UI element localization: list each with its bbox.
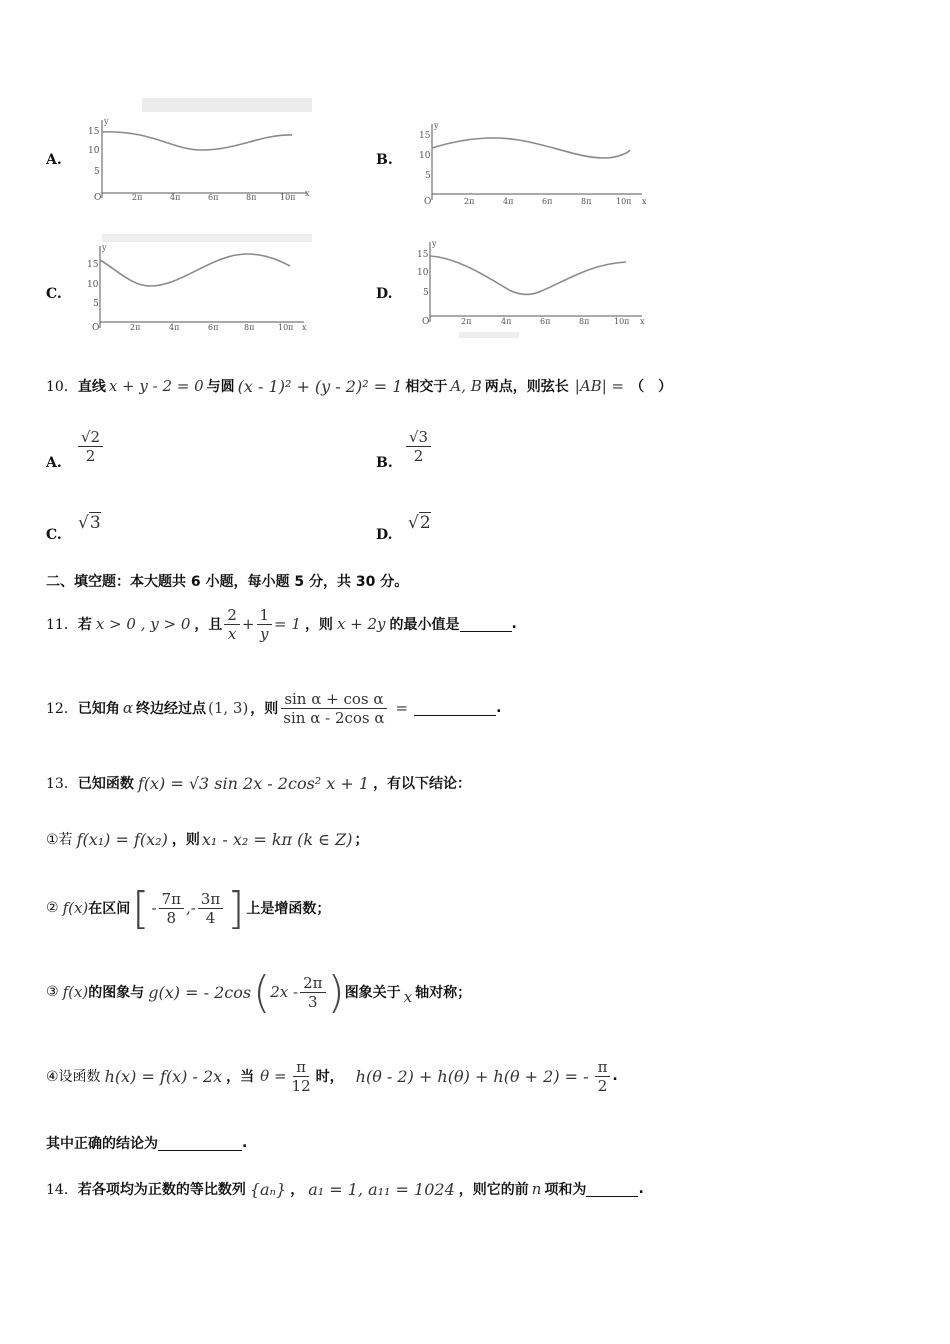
equals: =	[395, 699, 409, 717]
y-tick-label: 15	[87, 260, 99, 270]
x-tick-label: 10π	[280, 193, 296, 202]
q13-conclusion-3	[46, 964, 471, 1020]
math-expression: n	[531, 1180, 542, 1198]
right-bracket: ]	[227, 882, 245, 934]
answer-blank[interactable]	[414, 701, 496, 716]
curve	[102, 132, 292, 150]
q11-stem	[46, 596, 517, 652]
period: .	[511, 616, 517, 632]
q13-text: 在区间	[88, 901, 131, 917]
q12-text: ，则	[250, 701, 279, 717]
q10-option-a-value	[76, 428, 105, 465]
q10-chord: |AB| =	[574, 377, 625, 395]
x-tick-label: 2π	[461, 317, 472, 326]
q10-option-c-label: C.	[46, 527, 62, 543]
math-expression: f(x)	[62, 983, 89, 1001]
q14-text: ，	[290, 1182, 305, 1198]
q13-text: ，则	[171, 832, 200, 848]
q9-option-b-label: B.	[376, 152, 393, 168]
q10-text: 与圆	[206, 379, 235, 395]
q9-graph-c	[72, 234, 312, 334]
q13-number: 13．	[46, 776, 78, 792]
y-tick-label: 10	[419, 151, 431, 161]
y-tick-label: 15	[88, 127, 100, 137]
fraction	[198, 890, 223, 927]
q11-text: 若	[77, 617, 92, 633]
q13-function: f(x) = √3 sin 2x - 2cos² x + 1	[137, 773, 370, 793]
x-tick-label: 2π	[132, 193, 143, 202]
fraction-denominator: 12	[291, 1076, 311, 1095]
curve	[100, 254, 290, 286]
q14-stem	[46, 1172, 644, 1206]
q13-conclusion-prompt	[46, 1133, 247, 1153]
fraction	[159, 890, 184, 927]
x-tick-label: 4π	[169, 323, 180, 332]
fraction-numerator: √2	[78, 428, 103, 447]
alpha: α	[122, 699, 133, 717]
x-tick-label: 6π	[208, 193, 219, 202]
fraction-denominator: x	[227, 624, 237, 643]
q10-stem	[46, 376, 672, 396]
x-tick-label: 2π	[130, 323, 141, 332]
fraction	[257, 606, 273, 643]
q12-stem	[46, 678, 501, 738]
q13-text: 上是增函数；	[246, 901, 331, 917]
q9-option-d-label: D.	[376, 286, 393, 302]
x-tick-label: 4π	[503, 197, 514, 206]
x-tick-label: 8π	[581, 197, 592, 206]
fraction-denominator: 2	[413, 447, 424, 465]
q9-option-a-label: A.	[46, 152, 62, 168]
minus-sign: -	[151, 899, 157, 917]
equals: = 1	[274, 615, 301, 633]
fraction-numerator: π	[595, 1058, 611, 1077]
q14-text: 若各项均为正数的等比数列	[77, 1182, 246, 1198]
fraction-numerator: 1	[257, 606, 273, 625]
math-expression: f(x)	[62, 899, 89, 917]
fraction-denominator: 2	[597, 1076, 608, 1095]
answer-blank[interactable]	[158, 1136, 242, 1151]
q10-option-a-label: A.	[46, 455, 62, 471]
fraction	[224, 606, 240, 643]
x-tick-label: O	[94, 193, 102, 203]
y-axis-label: y	[102, 243, 107, 252]
x-tick-label: 6π	[208, 323, 219, 332]
math-expression: f(x₁) = f(x₂)	[76, 829, 168, 849]
q10-number: 10．	[46, 379, 78, 395]
q13-text: 图象关于	[344, 985, 401, 1001]
scan-noise	[102, 234, 312, 242]
q13-text: ；	[354, 832, 369, 848]
right-paren: )	[327, 966, 345, 1018]
fraction-numerator: 2	[224, 606, 240, 625]
math-expression: a₁ = 1, a₁₁ = 1024	[308, 1179, 455, 1199]
fraction	[595, 1058, 611, 1095]
q10-text: 相交于	[405, 379, 448, 395]
y-tick-label: 10	[88, 146, 100, 156]
x-tick-label: 6π	[542, 197, 553, 206]
q12-point: (1, 3)	[207, 699, 249, 717]
q10-text: 两点，则弦长	[484, 379, 569, 395]
math-expression: θ =	[260, 1067, 287, 1085]
q10-circle-equation: (x - 1)² + (y - 2)² = 1	[237, 376, 403, 396]
math-expression: h(x) = f(x) - 2x	[104, 1066, 223, 1086]
x-tick-label: 8π	[579, 317, 590, 326]
q11-expression: x + 2y	[336, 615, 386, 633]
q10-option-b-value	[404, 428, 433, 465]
q9-graph-a	[72, 98, 312, 216]
plus-sign: +	[241, 615, 255, 633]
period: .	[242, 1135, 248, 1151]
x-tick-label: 8π	[244, 323, 255, 332]
q14-text: ，则它的前	[458, 1182, 529, 1198]
y-tick-label: 5	[423, 288, 429, 298]
radicand: 2	[419, 513, 431, 533]
y-axis-label: y	[434, 121, 439, 130]
y-tick-label: 5	[425, 171, 431, 181]
q13-text: 轴对称；	[415, 985, 472, 1001]
q13-text: 的图象与	[88, 985, 145, 1001]
math-expression: x	[403, 988, 413, 1006]
scan-noise	[142, 98, 312, 112]
q10-answer-paren: （ ）	[630, 379, 673, 395]
x-tick-label: 10π	[278, 323, 294, 332]
x-tick-label: O	[92, 323, 100, 333]
math-expression: h(θ - 2) + h(θ) + h(θ + 2) = -	[355, 1066, 589, 1086]
fraction-numerator: √3	[406, 428, 431, 447]
q9-option-c-label: C.	[46, 286, 62, 302]
fraction-numerator: 2π	[300, 974, 325, 993]
y-tick-label: 15	[417, 250, 429, 260]
x-tick-label: O	[422, 317, 430, 327]
section-title: 二、填空题：本大题共 6 小题，每小题 5 分，共 30 分。	[46, 574, 409, 590]
q11-number: 11．	[46, 617, 78, 633]
answer-blank[interactable]	[460, 617, 512, 632]
period: .	[638, 1181, 644, 1197]
q13-conclusion-2: ② f(x) 在区间 [ - $\frac{7\pi}{8}$ , - $\frac{3\pi}{4}$ ] 上是增函数；	[46, 882, 331, 934]
math-expression: x₁ - x₂ = kπ (k ∈ Z)	[201, 829, 353, 849]
fraction-numerator: sin α + cos α	[281, 690, 386, 709]
answer-blank[interactable]	[586, 1182, 638, 1197]
fraction-denominator: 3	[308, 992, 318, 1011]
q12-number: 12．	[46, 701, 78, 717]
q13-text: ，当	[226, 1069, 255, 1085]
left-bracket: [	[132, 882, 150, 934]
x-tick-label: O	[424, 197, 432, 207]
y-axis-label: y	[432, 239, 437, 248]
q13-text: 已知函数	[77, 776, 134, 792]
fraction-numerator: 3π	[198, 890, 223, 909]
q11-condition: x > 0 , y > 0	[95, 615, 191, 633]
fraction-denominator: 2	[85, 447, 96, 465]
conclusion-marker: ①若	[46, 832, 73, 848]
q10-points: A, B	[450, 377, 482, 395]
fraction	[289, 1058, 314, 1095]
q12-text: 已知角	[77, 701, 120, 717]
curve	[432, 138, 630, 158]
conclusion-marker: ②	[46, 900, 59, 916]
q10-option-d-value: √2	[408, 513, 431, 533]
q10-option-d-label: D.	[376, 527, 393, 543]
y-tick-label: 15	[419, 131, 431, 141]
fraction-denominator: sin α - 2cos α	[283, 708, 385, 727]
q10-option-b-label: B.	[376, 455, 393, 471]
q9-graph-b	[404, 120, 649, 212]
q14-number: 14．	[46, 1182, 78, 1198]
conclusion-marker: ③	[46, 984, 59, 1000]
curve	[430, 256, 626, 294]
radicand: 3	[89, 513, 101, 533]
y-tick-label: 5	[93, 299, 99, 309]
fraction	[280, 690, 387, 727]
math-expression: 2x -	[270, 983, 299, 1001]
q10-line-equation: x + y - 2 = 0	[108, 377, 204, 395]
y-tick-label: 10	[87, 280, 99, 290]
y-axis-label: y	[104, 117, 109, 126]
q11-text: ，则	[304, 617, 333, 633]
fraction-denominator: y	[260, 624, 269, 643]
fraction	[300, 974, 325, 1011]
x-tick-label: 4π	[501, 317, 512, 326]
x-tick-label: 8π	[246, 193, 257, 202]
q13-text: 其中正确的结论为	[46, 1136, 158, 1152]
x-tick-label: 10π	[614, 317, 630, 326]
x-axis-label: x	[640, 317, 645, 326]
x-tick-label: 10π	[616, 197, 632, 206]
fraction-denominator: 8	[166, 908, 176, 927]
q9-graph-d	[404, 238, 649, 344]
x-tick-label: 4π	[170, 193, 181, 202]
left-paren: (	[253, 966, 271, 1018]
y-tick-label: 10	[417, 268, 429, 278]
period: .	[612, 1068, 618, 1084]
math-expression: g(x) = - 2cos	[148, 982, 252, 1002]
q13-conclusion-4	[46, 1052, 618, 1100]
x-axis-label: x	[642, 197, 647, 206]
y-tick-label: 5	[94, 167, 100, 177]
period: .	[496, 700, 502, 716]
q11-text: 的最小值是	[389, 617, 460, 633]
minus-sign: -	[190, 899, 196, 917]
q10-option-c-value: √3	[78, 513, 101, 533]
x-tick-label: 2π	[464, 197, 475, 206]
q12-text: 终边经过点	[135, 701, 206, 717]
q10-text: 直线	[77, 379, 106, 395]
scan-noise	[459, 332, 519, 338]
x-tick-label: 6π	[540, 317, 551, 326]
q11-text: ，且	[194, 617, 223, 633]
q13-stem	[46, 768, 471, 798]
x-axis-label: x	[305, 189, 310, 198]
math-expression: {aₙ}	[249, 1179, 287, 1199]
fraction-denominator: 4	[205, 908, 216, 927]
fraction-numerator: π	[293, 1058, 309, 1077]
x-axis-label: x	[302, 323, 307, 332]
conclusion-marker: ④设函数	[46, 1069, 101, 1085]
fraction-numerator: 7π	[159, 890, 184, 909]
q13-text: ，有以下结论：	[373, 776, 472, 792]
q13-text: 时，	[315, 1069, 344, 1085]
q14-text: 项和为	[544, 1182, 587, 1198]
q13-conclusion-1	[46, 824, 368, 854]
